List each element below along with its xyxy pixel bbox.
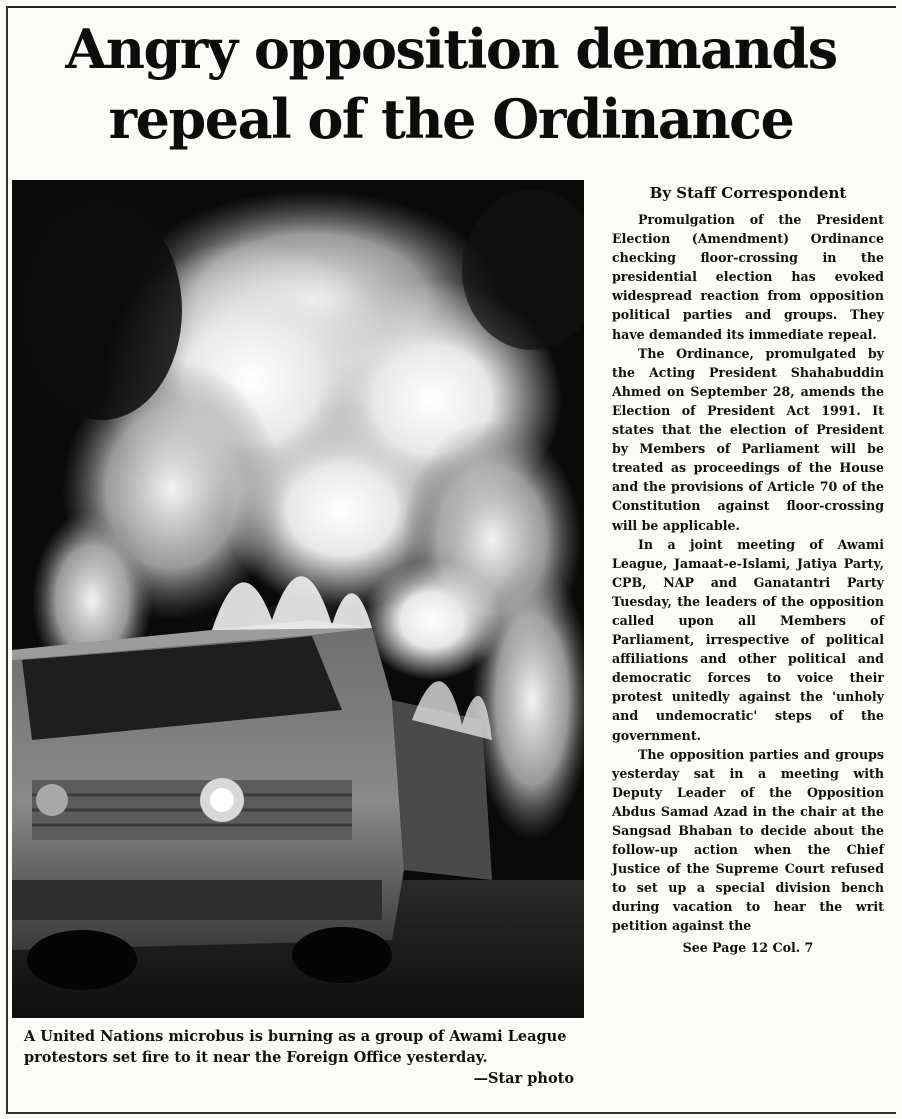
- top-border-rule: [6, 6, 896, 8]
- left-border-rule: [6, 6, 8, 1114]
- article-paragraph-1: Promulgation of the President Election (Amendment) Ordinance checking floor-crossing in the presidential election has evoked widespread reaction from opposition political parties and groups. They have demanded its immediate repeal.: [612, 212, 884, 342]
- article-paragraph-3: In a joint meeting of Awami League, Jamaat-e-Islami, Jatiya Party, CPB, NAP and Ganatantri Party Tuesday, the leaders of the opposition called upon all Members of Parliament, irrespective of political affiliations and other political and democratic forces to voice their protest unitedly against the 'unholy and undemocratic' steps of the government.: [612, 536, 884, 743]
- photo-illustration: [12, 180, 584, 1018]
- headline: [10, 14, 892, 154]
- article-paragraph-2: The Ordinance, promulgated by the Acting President Shahabuddin Ahmed on September 28, amends the Election of President Act 1991. It states that the election of President by Members of Parliament will be treated as proceedings of the House and the provisions of Article 70 of the Constitution against floor-crossing will be applicable.: [612, 345, 884, 533]
- continued-on-page-link[interactable]: See Page 12 Col. 7: [682, 939, 814, 955]
- photo-caption: [24, 1026, 574, 1089]
- photo-credit: —Star photo: [473, 1070, 574, 1087]
- caption-text: A United Nations microbus is burning as a group of Awami League protestors set fire to it near the Foreign Office yesterday.: [24, 1028, 567, 1066]
- article-paragraph-4: The opposition parties and groups yesterday sat in a meeting with Deputy Leader of the Opposition Abdus Samad Azad in the chair at the Sangsad Bhaban to decide about the follow-up action when the Chief Justice of the Supreme Court refused to set up a special division bench during vacation to hear the writ petition against the: [612, 746, 884, 934]
- bottom-border-rule: [6, 1112, 896, 1114]
- news-photo-burning-microbus: [12, 180, 584, 1018]
- headline-line-2: repeal of the Ordinance: [108, 87, 794, 151]
- article-column: [612, 180, 884, 958]
- byline: By Staff Correspondent: [649, 184, 847, 202]
- headline-line-1: Angry opposition demands: [65, 17, 837, 81]
